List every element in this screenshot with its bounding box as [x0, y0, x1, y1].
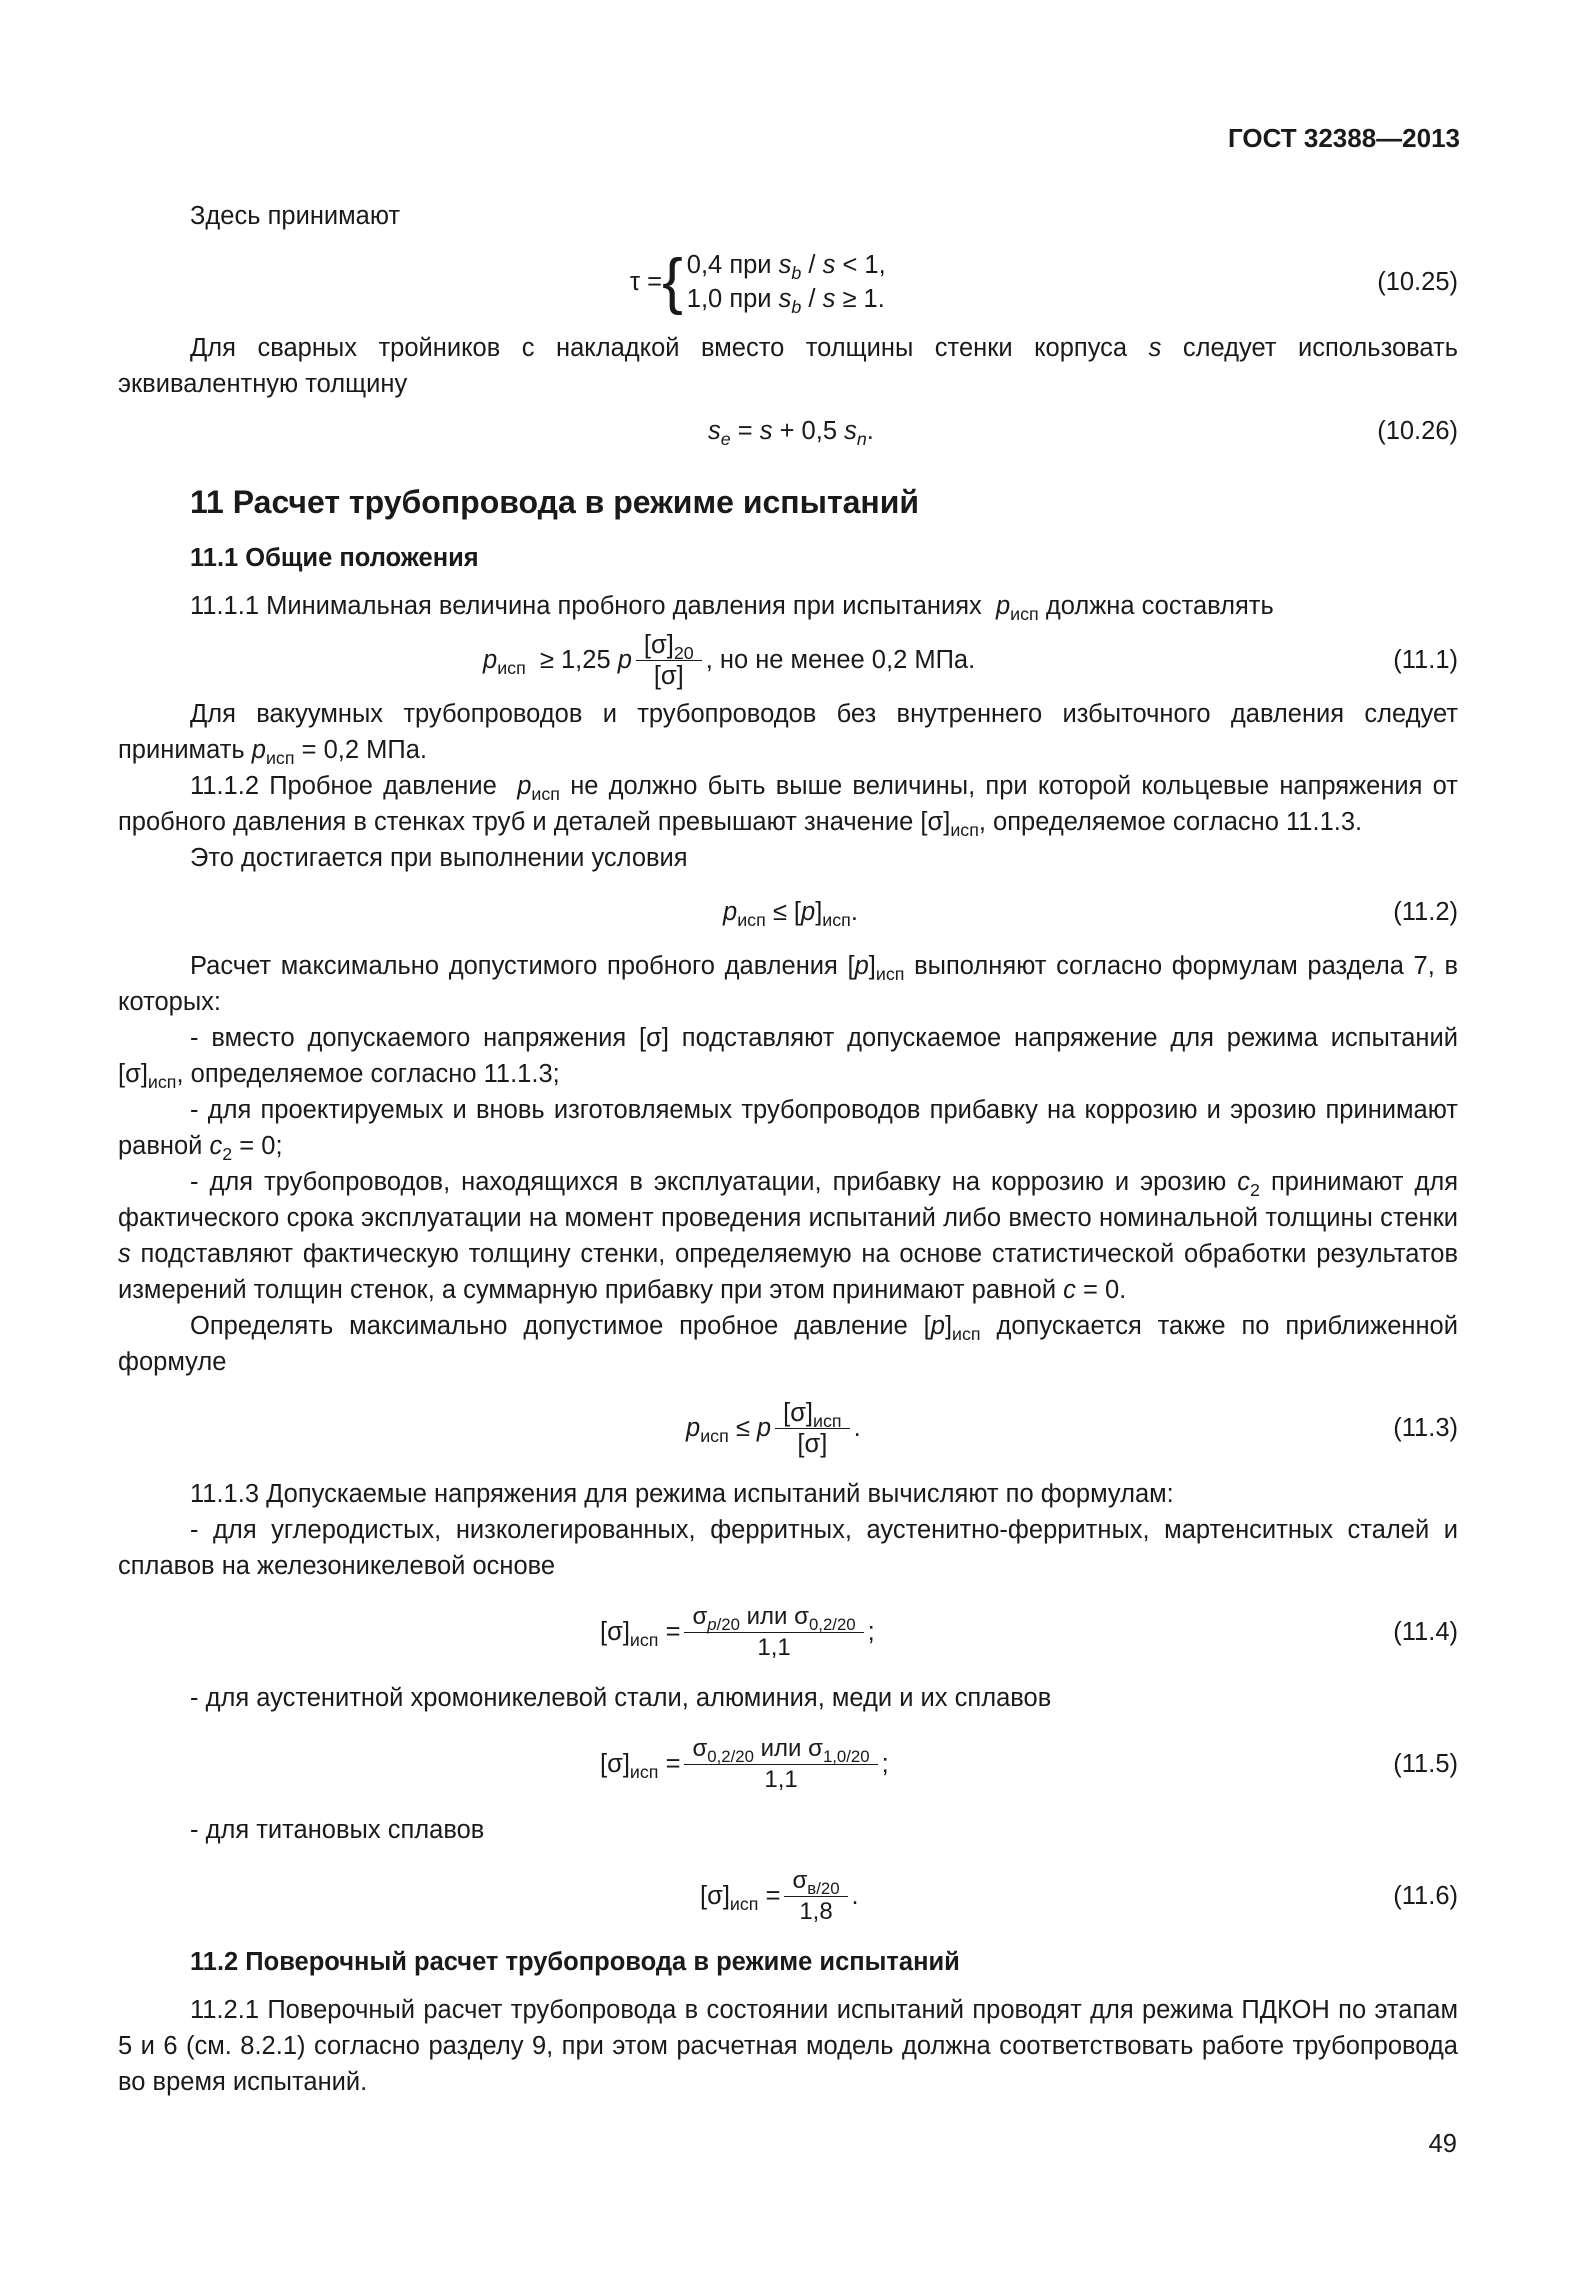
list-item: - для углеродистых, низколегированных, ферритных, аустенитно-ферритных, мартенситных сталей и сплавов на железоникелевой основе [118, 1516, 1458, 1580]
paragraph-approx: Определять максимально допустимое пробное давление $[p]_{исп}$ допускается также по приближенной формуле [118, 1312, 1458, 1376]
formula-10-25-cases: 0,4 при $s_b / s < 1$, 1,0 при $s_b / s \ge 1$. [686, 251, 886, 318]
subsection-title: 11.2 Поверочный расчет трубопровода в режиме испытаний [190, 1948, 960, 1976]
fraction: $\frac{\sigma_{в/20}}{1,8}$ [788, 1868, 843, 1925]
document-code: ГОСТ 32388—2013 [1228, 123, 1460, 153]
formula-number: (11.4) [1393, 1618, 1458, 1646]
list-item: - вместо допускаемого напряжения [σ] подставляют допускаемое напряжение для режима испытаний $[\sigma]_{исп}$, определяемое согласно 11.1.3; [118, 1024, 1458, 1093]
paragraph-11-1-2: 11.1.2 Пробное давление $p_{исп}$ не должно быть выше величины, при которой кольцевые напряжения от пробного давления в стенках труб и деталей превышают значение $[\sigma]_{исп}$, определяемое согласно 11.1.3. [118, 772, 1458, 841]
list-item: - для проектируемых и вновь изготовляемых трубопроводов прибавку на коррозию и эрозию принимают равной $c_2 = 0$; [118, 1096, 1458, 1165]
section-title: 11 Расчет трубопровода в режиме испытаний [190, 484, 920, 520]
formula-number: (10.26) [1377, 417, 1458, 445]
formula-11-5: $[\sigma]_{исп}$ = $\frac{\sigma_{0,2/20} или \sigma_{1,0/20}}{1,1}$ ; (11.5) [600, 1734, 1458, 1793]
paragraph-max-pressure: Расчет максимально допустимого пробного давления $[p]_{исп}$ выполняют согласно формулам раздела 7, в которых: [118, 952, 1459, 1016]
subsection-title: 11.1 Общие положения [190, 544, 479, 572]
list-item: - для аустенитной хромоникелевой стали, алюминия, меди и их сплавов [190, 1684, 1052, 1712]
formula-number: (11.1) [1393, 646, 1458, 674]
formula-number: (11.5) [1393, 1750, 1458, 1778]
intro-text: Здесь принимают [190, 202, 401, 230]
fraction: $\frac{[\sigma]_{20}}{[\sigma]}$ [640, 632, 698, 689]
paragraph-vacuum: Для вакуумных трубопроводов и трубопроводов без внутреннего избыточного давления следует принимать $p_{исп} = 0,2$ МПа. [118, 700, 1458, 769]
paragraph-welded-tee: Для сварных тройников с накладкой вместо толщины стенки корпуса s следует использовать эквивалентную толщину [118, 334, 1458, 398]
formula-11-1: $p_{исп} \ge 1,25$ p $\frac{[\sigma]_{20}}{[\sigma]}$ , но не менее 0,2 МПа. (11.1) [483, 630, 1458, 690]
formula-11-6: $[\sigma]_{исп}$ = $\frac{\sigma_{в/20}}{1,8}$ . (11.6) [700, 1866, 1458, 1925]
formula-10-25-lhs: τ = [630, 268, 663, 296]
fraction: $\frac{\sigma_{p/20} или \sigma_{0,2/20}}{1,1}$ [688, 1604, 859, 1661]
paragraph-condition: Это достигается при выполнении условия [190, 844, 688, 872]
list-item: - для титановых сплавов [190, 1816, 485, 1844]
paragraph-11-2-1: 11.2.1 Поверочный расчет трубопровода в состоянии испытаний проводят для режима ПДКОН по этапам 5 и 6 (см. 8.2.1) согласно разделу 9, при этом расчетная модель должна соответствовать работе трубопровода во время испытаний. [118, 1996, 1458, 2096]
formula-10-25 [118, 234, 1458, 330]
brace-symbol: { [662, 247, 683, 316]
fraction: $\frac{[\sigma]_{исп}}{[\sigma]}$ [779, 1400, 845, 1457]
formula-number: (11.3) [1393, 1414, 1458, 1442]
formula-number: (11.6) [1393, 1882, 1458, 1910]
formula-11-2: $p_{исп} \le [p]_{исп}$. (11.2) [118, 876, 1458, 948]
formula-11-4: $[\sigma]_{исп}$ = $\frac{\sigma_{p/20} или \sigma_{0,2/20}}{1,1}$ ; (11.4) [600, 1602, 1458, 1661]
formula-number: (10.25) [1377, 268, 1458, 296]
page-number: 49 [1428, 2130, 1457, 2158]
paragraph-11-1-1: 11.1.1 Минимальная величина пробного давления при испытаниях $p_{исп}$ должна составлять [190, 592, 1274, 625]
page-content [118, 198, 1458, 2100]
formula-11-3: $p_{исп} \le p$ $\frac{[\sigma]_{исп}}{[\sigma]}$ . (11.3) [686, 1398, 1458, 1458]
paragraph-11-1-3: 11.1.3 Допускаемые напряжения для режима испытаний вычисляют по формулам: [190, 1480, 1174, 1508]
formula-10-26: $s_e = s + 0,5$ $s_n$. (10.26) [118, 402, 1458, 460]
list-item: - для трубопроводов, находящихся в эксплуатации, прибавку на коррозию и эрозию $c_2$ принимают для фактического срока эксплуатации на момент проведения испытаний либо вместо номинальной толщины стенки s подставляют фактическую толщину стенки, определяемую на основе статистической обработки результатов измерений толщин стенок, а суммарную прибавку при этом принимают равной c = 0. [118, 1168, 1459, 1304]
fraction: $\frac{\sigma_{0,2/20} или \sigma_{1,0/20}}{1,1}$ [688, 1736, 873, 1793]
formula-number: (11.2) [1393, 898, 1458, 926]
